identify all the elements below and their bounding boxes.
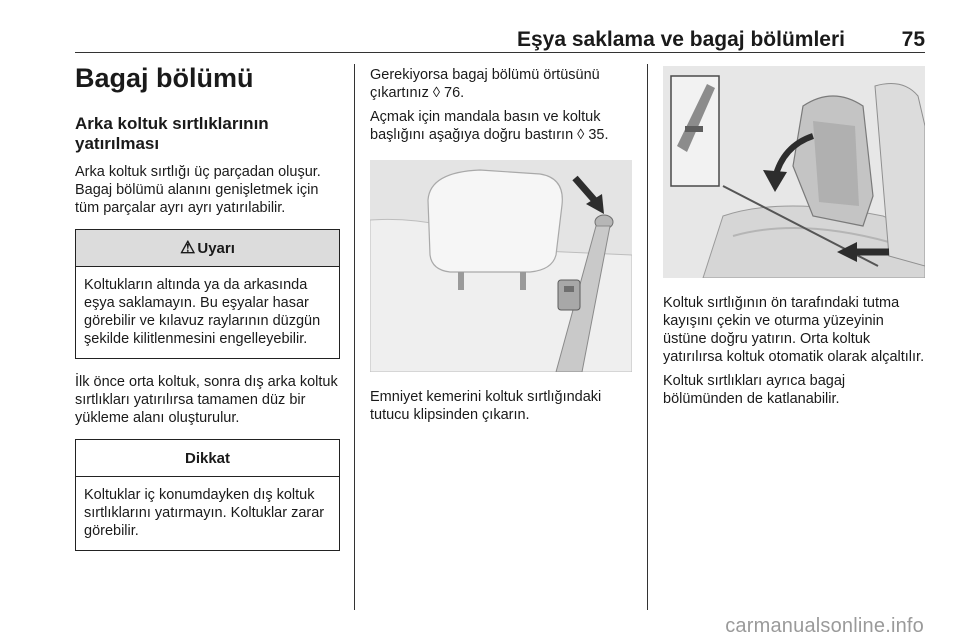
column-divider-2 [647, 64, 648, 610]
warning-label: Uyarı [197, 239, 235, 257]
headrest-belt-drawing [370, 160, 632, 372]
warning-box [75, 229, 340, 359]
watermark: carmanualsonline.info [725, 615, 924, 637]
subsection-title: Arka koltuk sırtlıklarının yatırılması [75, 114, 269, 154]
header-rule [75, 52, 925, 53]
middle-column [370, 62, 632, 424]
left-column [75, 60, 340, 551]
trunk-fold-paragraph: Koltuk sırtlıkları ayrıca bagaj bölümünden de katlanabilir. [663, 373, 846, 407]
right-column [663, 62, 925, 408]
column-divider-1 [354, 64, 355, 610]
caution-text: Koltuklar iç konumdayken dış koltuk sırtlıklarını yatırmayın. Koltuklar zarar görebilir. [84, 487, 325, 540]
headrest-paragraph: Açmak için mandala basın ve koltuk başlığını aşağıya doğru bastırın ◊ 35. [370, 109, 609, 143]
headrest-belt-illustration [370, 160, 632, 372]
seatback-fold-illustration [663, 66, 925, 278]
strap-fold-paragraph: Koltuk sırtlığının ön tarafındaki tutma kayışını çekin ve oturma yüzeyinin üstüne doğru yatırın. Orta koltuk yatırılırsa koltuk otomatik olarak alçaltılır. [663, 295, 925, 365]
fold-order-paragraph: İlk önce orta koltuk, sonra dış arka koltuk sırtlıkları yatırılırsa tamamen düz bir yükleme alanı oluşturulur. [75, 374, 338, 427]
warning-triangle-icon: ⚠ [180, 238, 196, 258]
page-header [75, 28, 925, 52]
caution-box-header: Dikkat [76, 440, 339, 477]
running-header-title: Eşya saklama ve bagaj bölümleri [516, 28, 845, 51]
warning-text: Koltukların altında ya da arkasında eşya saklamayın. Bu eşyalar hasar görebilir ve kılavuz raylarının düzgün şekilde kilitlenmesini engelleyebilir. [84, 277, 321, 348]
page-number: 75 [901, 28, 925, 51]
seatback-fold-drawing [663, 66, 925, 278]
cover-removal-paragraph: Gerekiyorsa bagaj bölümü örtüsünü çıkartınız ◊ 76. [370, 67, 600, 101]
intro-paragraph: Arka koltuk sırtlığı üç parçadan oluşur. Bagaj bölümü alanını genişletmek için tüm parçalar ayrı ayrı yatırılabilir. [75, 164, 321, 217]
caution-box [75, 439, 340, 551]
warning-box-header [76, 230, 339, 267]
belt-clip-paragraph: Emniyet kemerini koltuk sırtlığındaki tutucu klipsinden çıkarın. [370, 389, 602, 423]
section-title: Bagaj bölümü [75, 63, 254, 93]
